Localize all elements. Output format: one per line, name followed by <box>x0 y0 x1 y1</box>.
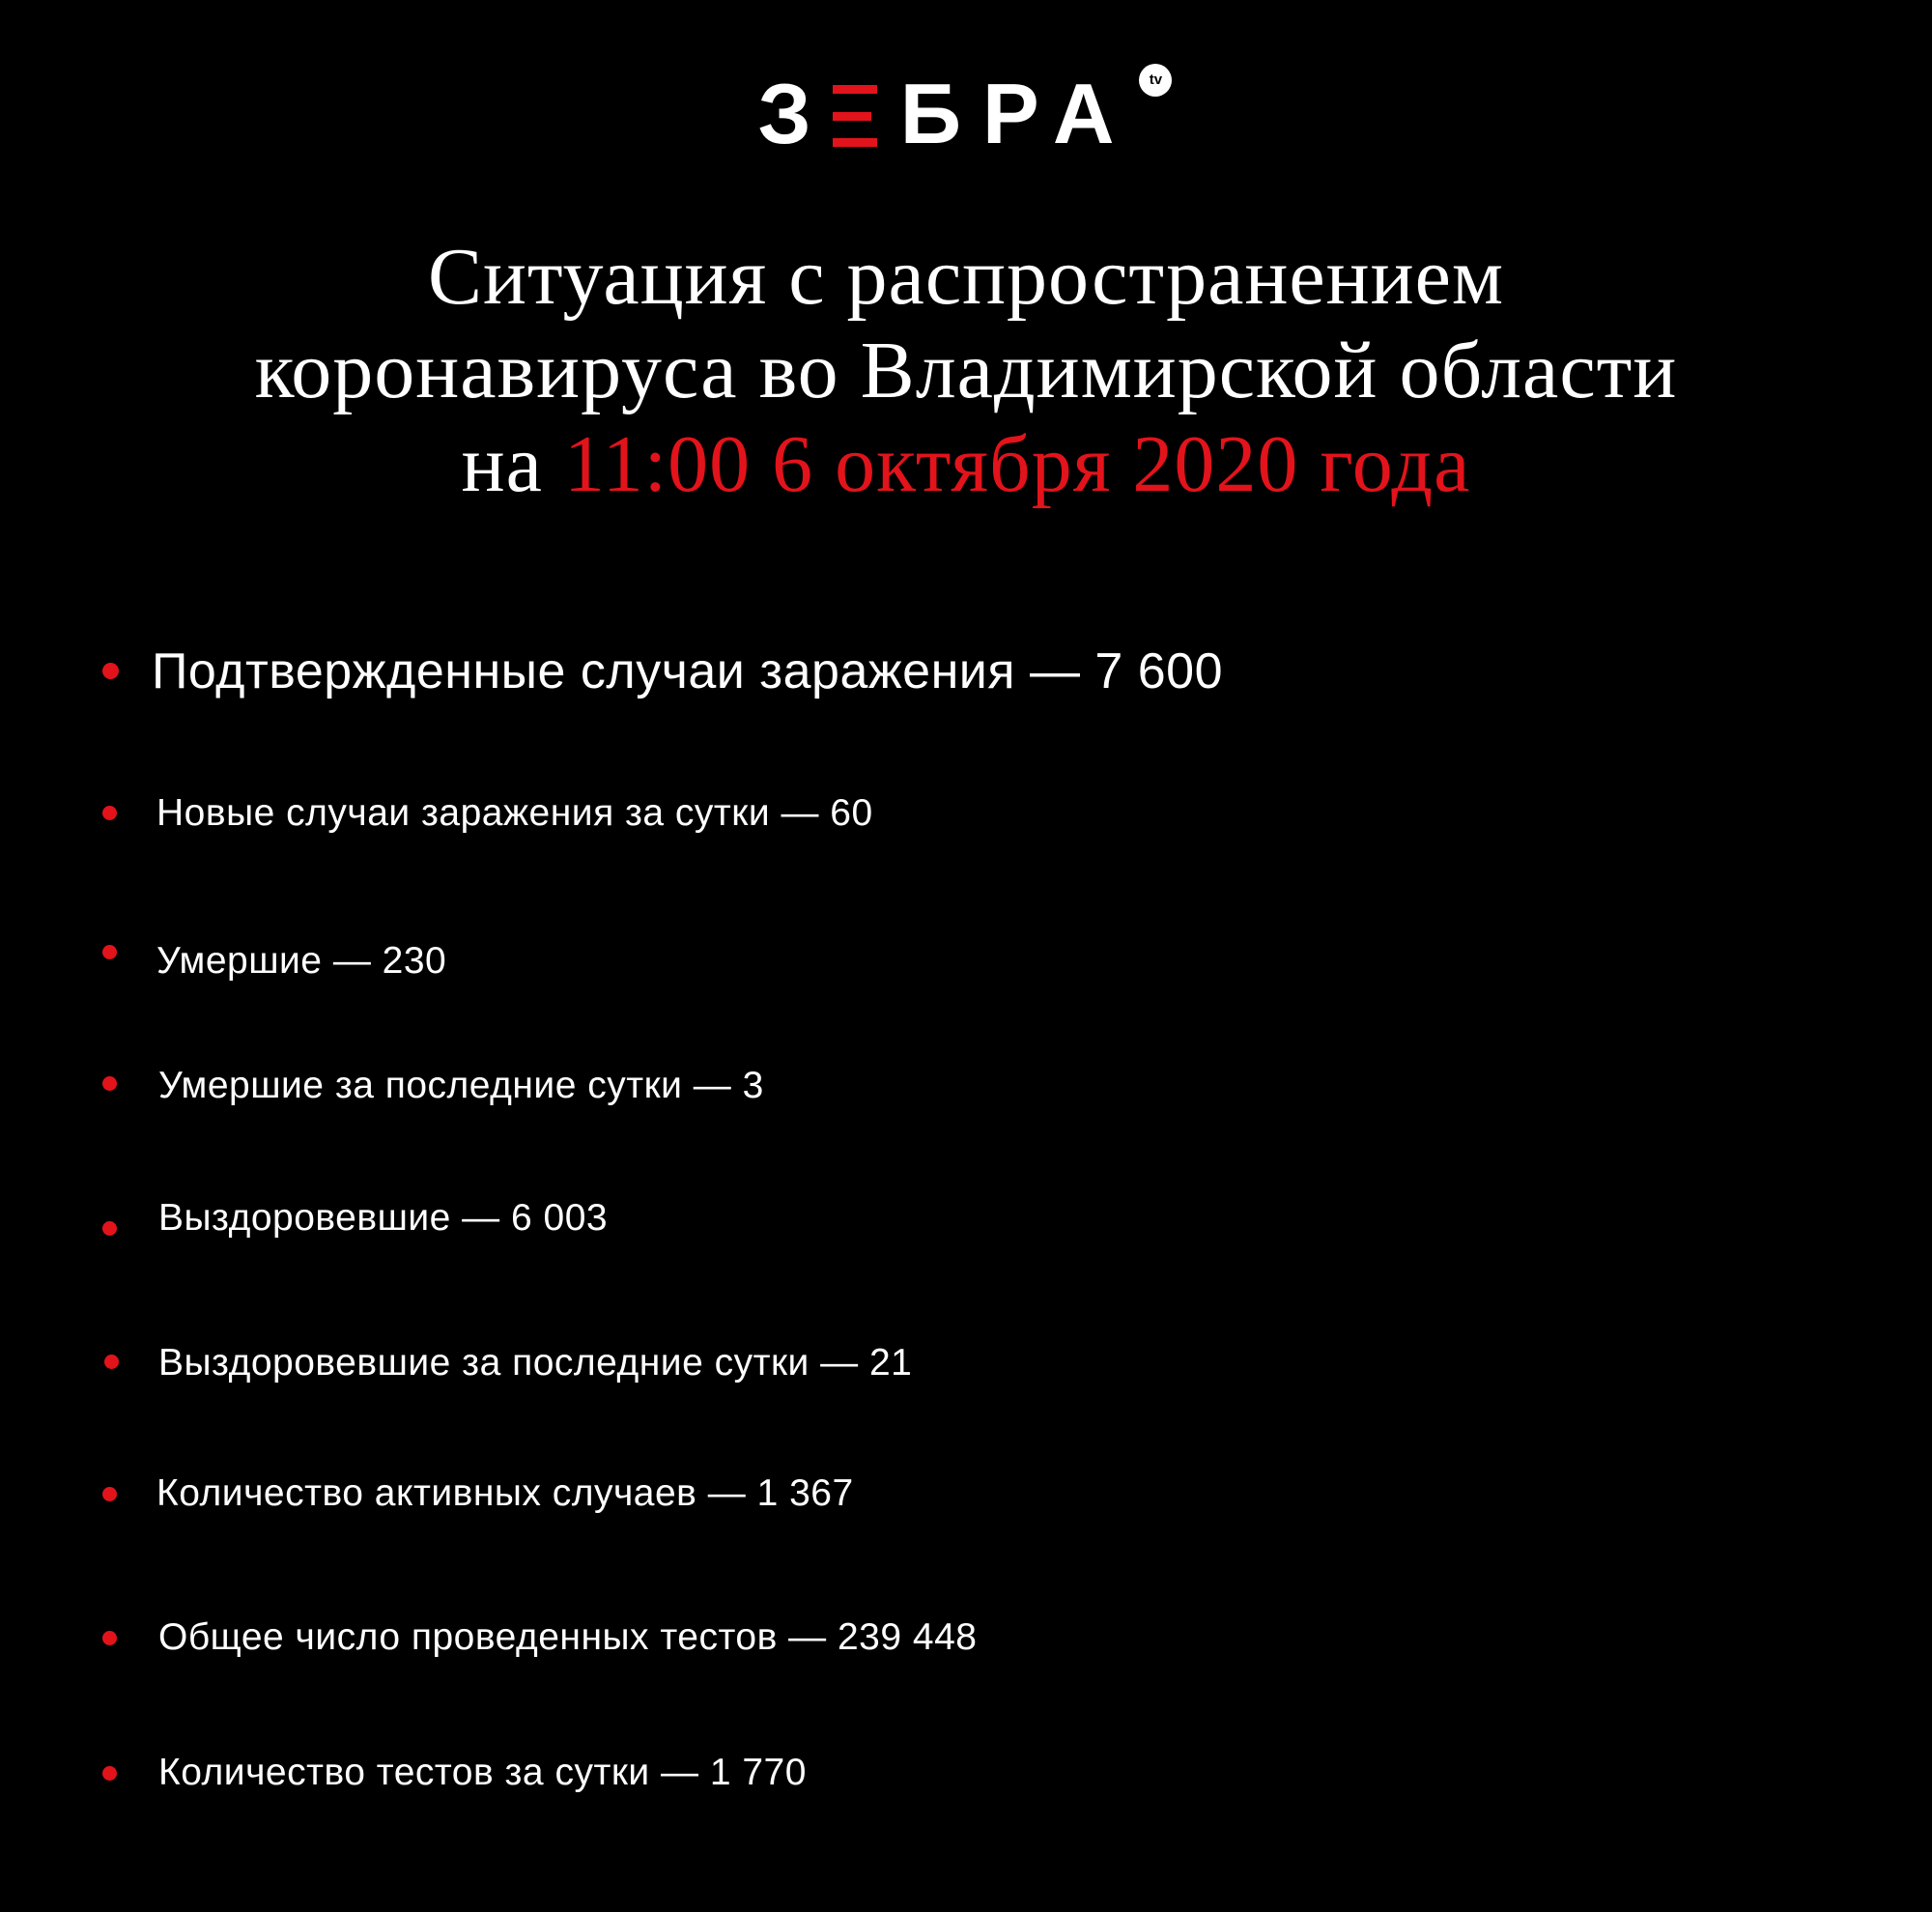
bullet-icon <box>102 1766 117 1781</box>
stat-label: Умершие — 230 <box>156 940 447 982</box>
bullet-icon <box>102 1631 117 1645</box>
stat-label: Количество активных случаев — 1 367 <box>156 1472 854 1514</box>
title-date-highlight: 11:00 6 октября 2020 года <box>563 419 1471 509</box>
stat-label: Количество тестов за сутки — 1 770 <box>158 1752 807 1793</box>
stat-label: Выздоровевшие за последние сутки — 21 <box>158 1342 913 1384</box>
logo-tv-badge: tv <box>1139 64 1172 97</box>
stat-label: Подтвержденные случаи заражения — 7 600 <box>152 643 1224 699</box>
bullet-icon <box>102 1076 117 1091</box>
title-prefix: на <box>461 419 543 509</box>
stat-label: Выздоровевшие — 6 003 <box>158 1197 609 1239</box>
bullet-icon <box>102 945 117 959</box>
bullet-icon <box>104 1355 119 1369</box>
stat-label: Новые случаи заражения за сутки — 60 <box>156 792 873 834</box>
bullet-icon <box>102 1487 117 1501</box>
stat-label: Общее число проведенных тестов — 239 448 <box>158 1616 978 1658</box>
title-line-1: Ситуация с распространением <box>427 232 1505 322</box>
logo-letters-bra: БРА <box>899 66 1136 161</box>
bullet-icon <box>102 1221 117 1236</box>
bullet-icon <box>102 663 119 679</box>
logo-letter-ze: З <box>757 66 833 161</box>
stat-label: Умершие за последние сутки — 3 <box>158 1065 764 1106</box>
title-line-2: коронавируса во Владимирской области <box>254 326 1678 415</box>
bullet-icon <box>102 806 117 820</box>
